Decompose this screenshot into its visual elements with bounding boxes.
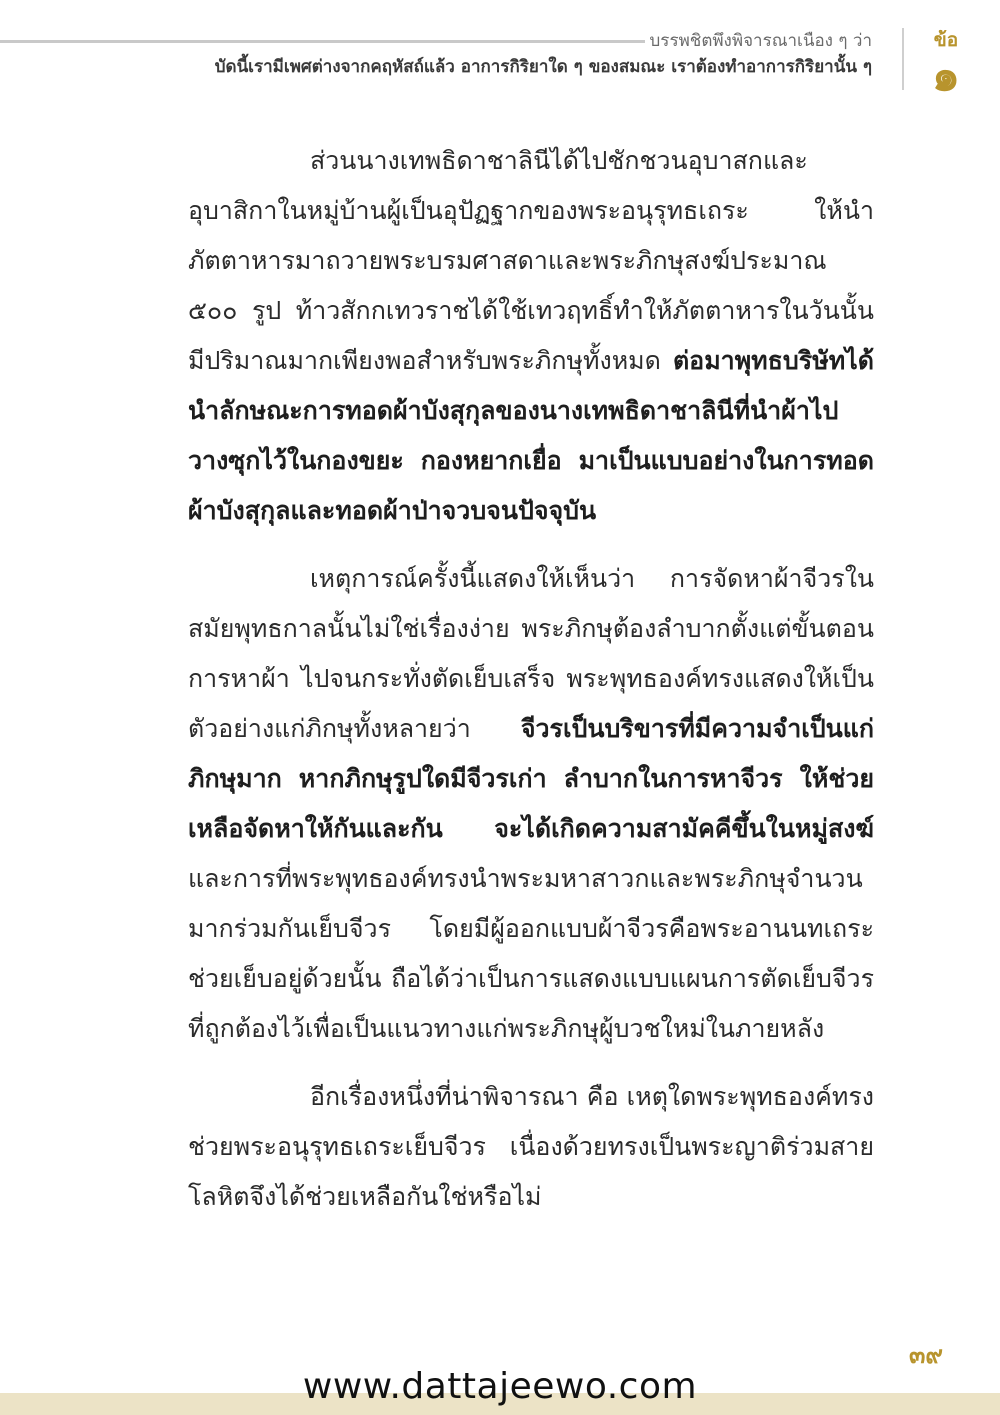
header-divider bbox=[902, 28, 904, 90]
chapter-number: ๑ bbox=[932, 50, 960, 101]
paragraph-3 bbox=[188, 1072, 874, 1222]
website-watermark: www.dattajeewo.com bbox=[302, 1366, 698, 1407]
paragraph-1-bold-text: ต่อมาพุทธบริษัทได้นำลักษณะการทอดผ้าบังสุกุลของนางเทพธิดาชาลินีที่นำผ้าไปวางซุกไว้ในกองขยะ กองหยากเยื่อ มาเป็นแบบอย่างในการทอดผ้าบังสุกุลและทอดผ้าป่าจวบจนปัจจุบัน bbox=[188, 346, 874, 525]
paragraph-3-text: อีกเรื่องหนึ่งที่น่าพิจารณา คือ เหตุใดพระพุทธองค์ทรงช่วยพระอนุรุทธเถระเย็บจีวร เนื่องด้วยทรงเป็นพระญาติร่วมสายโลหิตจึงได้ช่วยเหลือกันใช่หรือไม่ bbox=[188, 1082, 874, 1211]
chapter-label: ข้อ bbox=[933, 29, 959, 51]
running-header bbox=[215, 28, 872, 80]
paragraph-2-text-end: และการที่พระพุทธองค์ทรงนำพระมหาสาวกและพระภิกษุจำนวนมากร่วมกันเย็บจีวร โดยมีผู้ออกแบบผ้าจีวรคือพระอานนทเถระช่วยเย็บอยู่ด้วยนั้น ถือได้ว่าเป็นการแสดงแบบแผนการตัดเย็บจีวรที่ถูกต้องไว้เพื่อเป็นแนวทางแก่พระภิกษุผู้บวชใหม่ในภายหลัง bbox=[188, 864, 874, 1043]
page-number: ๓๙ bbox=[909, 1341, 943, 1369]
paragraph-2-text-start: เหตุการณ์ครั้งนี้แสดงให้เห็นว่า การจัดหาผ้าจีวรในสมัยพุทธกาลนั้นไม่ใช่เรื่องง่าย พระภิกษุต้องลำบากตั้งแต่ขั้นตอนการหาผ้า ไปจนกระทั่งตัดเย็บเสร็จ พระพุทธองค์ทรงแสดงให้เป็นตัวอย่างแก่ภิกษุทั้งหลายว่า bbox=[188, 564, 874, 743]
paragraph-2-bold-text: จีวรเป็นบริขารที่มีความจำเป็นแก่ภิกษุมาก หากภิกษุรูปใดมีจีวรเก่า ลำบากในการหาจีวร ให้ช่วยเหลือจัดหาให้กันและกัน จะได้เกิดความสามัคคีขึ้นในหมู่สงฆ์ bbox=[188, 714, 874, 843]
header-line-2: บัดนี้เรามีเพศต่างจากคฤหัสถ์แล้ว อาการกิริยาใด ๆ ของสมณะ เราต้องทำอาการกิริยานั้น ๆ bbox=[214, 57, 872, 77]
paragraph-2 bbox=[188, 554, 874, 1054]
header-line-1: บรรพชิตพึงพิจารณาเนือง ๆ ว่า bbox=[649, 31, 872, 51]
paragraph-1-text: ส่วนนางเทพธิดาชาลินีได้ไปชักชวนอุบาสกและอุบาสิกาในหมู่บ้านผู้เป็นอุปัฏฐากของพระอนุรุทธเถระ ให้นำภัตตาหารมาถวายพระบรมศาสดาและพระภิกษุสงฆ์ประมาณ ๕๐๐ รูป ท้าวสักกเทวราชได้ใช้เทวฤทธิ์ทำให้ภัตตาหารในวันนั้นมีปริมาณมากเพียงพอสำหรับพระภิกษุทั้งหมด bbox=[188, 146, 874, 375]
paragraph-1 bbox=[188, 136, 874, 536]
body-text bbox=[188, 136, 874, 1240]
